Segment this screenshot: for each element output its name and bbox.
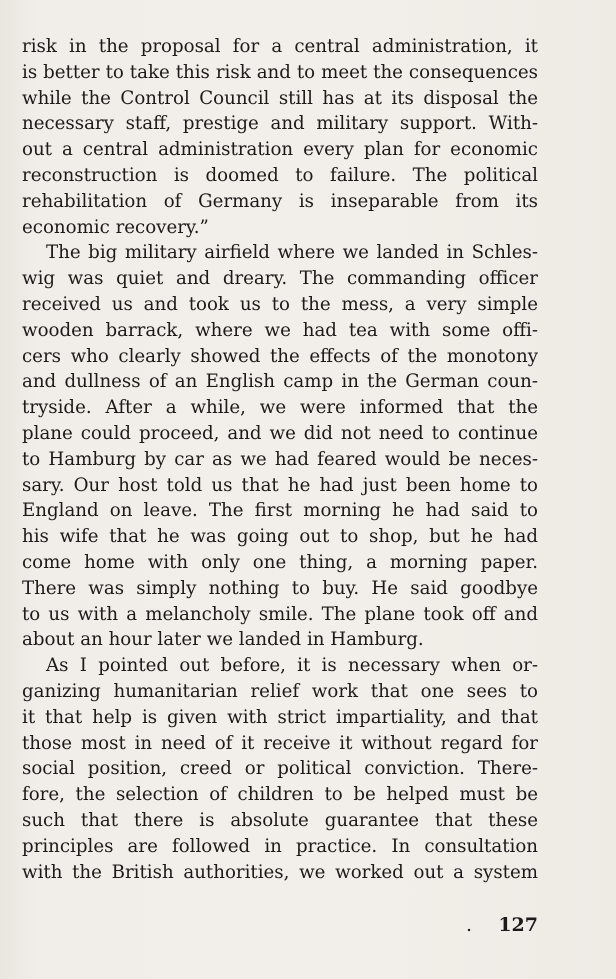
text-line: England on leave. The first morning he had said to [22,500,538,522]
text-line: principles are followed in practice. In consultation [22,835,538,857]
text-line: received us and took us to the mess, a very simple [22,293,538,315]
body-text [22,34,538,885]
text-line: to Hamburg by car as we had feared would be neces- [22,448,538,470]
text-line: while the Control Council still has at its disposal the [22,87,538,109]
text-line: his wife that he was going out to shop, but he had [22,526,538,548]
text-line: with the British authorities, we worked out a system [22,861,538,883]
text-line: risk in the proposal for a central administration, it [22,36,538,57]
text-line: As I pointed out before, it is necessary when or- [46,655,538,677]
text-line: reconstruction is doomed to failure. The political [22,164,538,186]
text-line: economic recovery.” [22,216,209,238]
text-line: necessary staff, prestige and military support. With- [22,113,538,135]
footer-mark: . [466,914,473,936]
text-line: wooden barrack, where we had tea with some offi- [22,319,538,341]
text-line: those most in need of it receive it without regard for [22,732,538,754]
text-line: is better to take this risk and to meet the consequences [22,61,538,83]
text-line: tryside. After a while, we were informed that the [22,397,538,419]
text-line: come home with only one thing, a morning paper. [22,551,538,573]
page-footer [0,914,538,940]
text-line: to us with a melancholy smile. The plane took off and [22,603,538,625]
text-line: plane could proceed, and we did not need to continue [22,422,538,444]
text-line: about an hour later we landed in Hamburg. [22,629,424,651]
text-line: ganizing humanitarian relief work that one sees to [22,680,538,702]
page-number: 127 [498,914,538,936]
text-line: There was simply nothing to buy. He said goodbye [22,577,538,599]
text-line: fore, the selection of children to be helped must be [22,784,538,806]
text-line: social position, creed or political conviction. There- [22,758,538,780]
text-line: cers who clearly showed the effects of the monotony [22,345,538,367]
text-line: it that help is given with strict impartiality, and that [22,706,538,728]
text-line: wig was quiet and dreary. The commanding officer [22,268,538,290]
text-line: sary. Our host told us that he had just been home to [22,474,538,496]
text-line: rehabilitation of Germany is inseparable from its [22,190,538,212]
text-line: and dullness of an English camp in the German coun- [22,371,538,393]
text-line: The big military airfield where we landed in Schles- [46,242,538,264]
text-line: such that there is absolute guarantee that these [22,809,538,831]
text-line: out a central administration every plan for economic [22,139,538,161]
